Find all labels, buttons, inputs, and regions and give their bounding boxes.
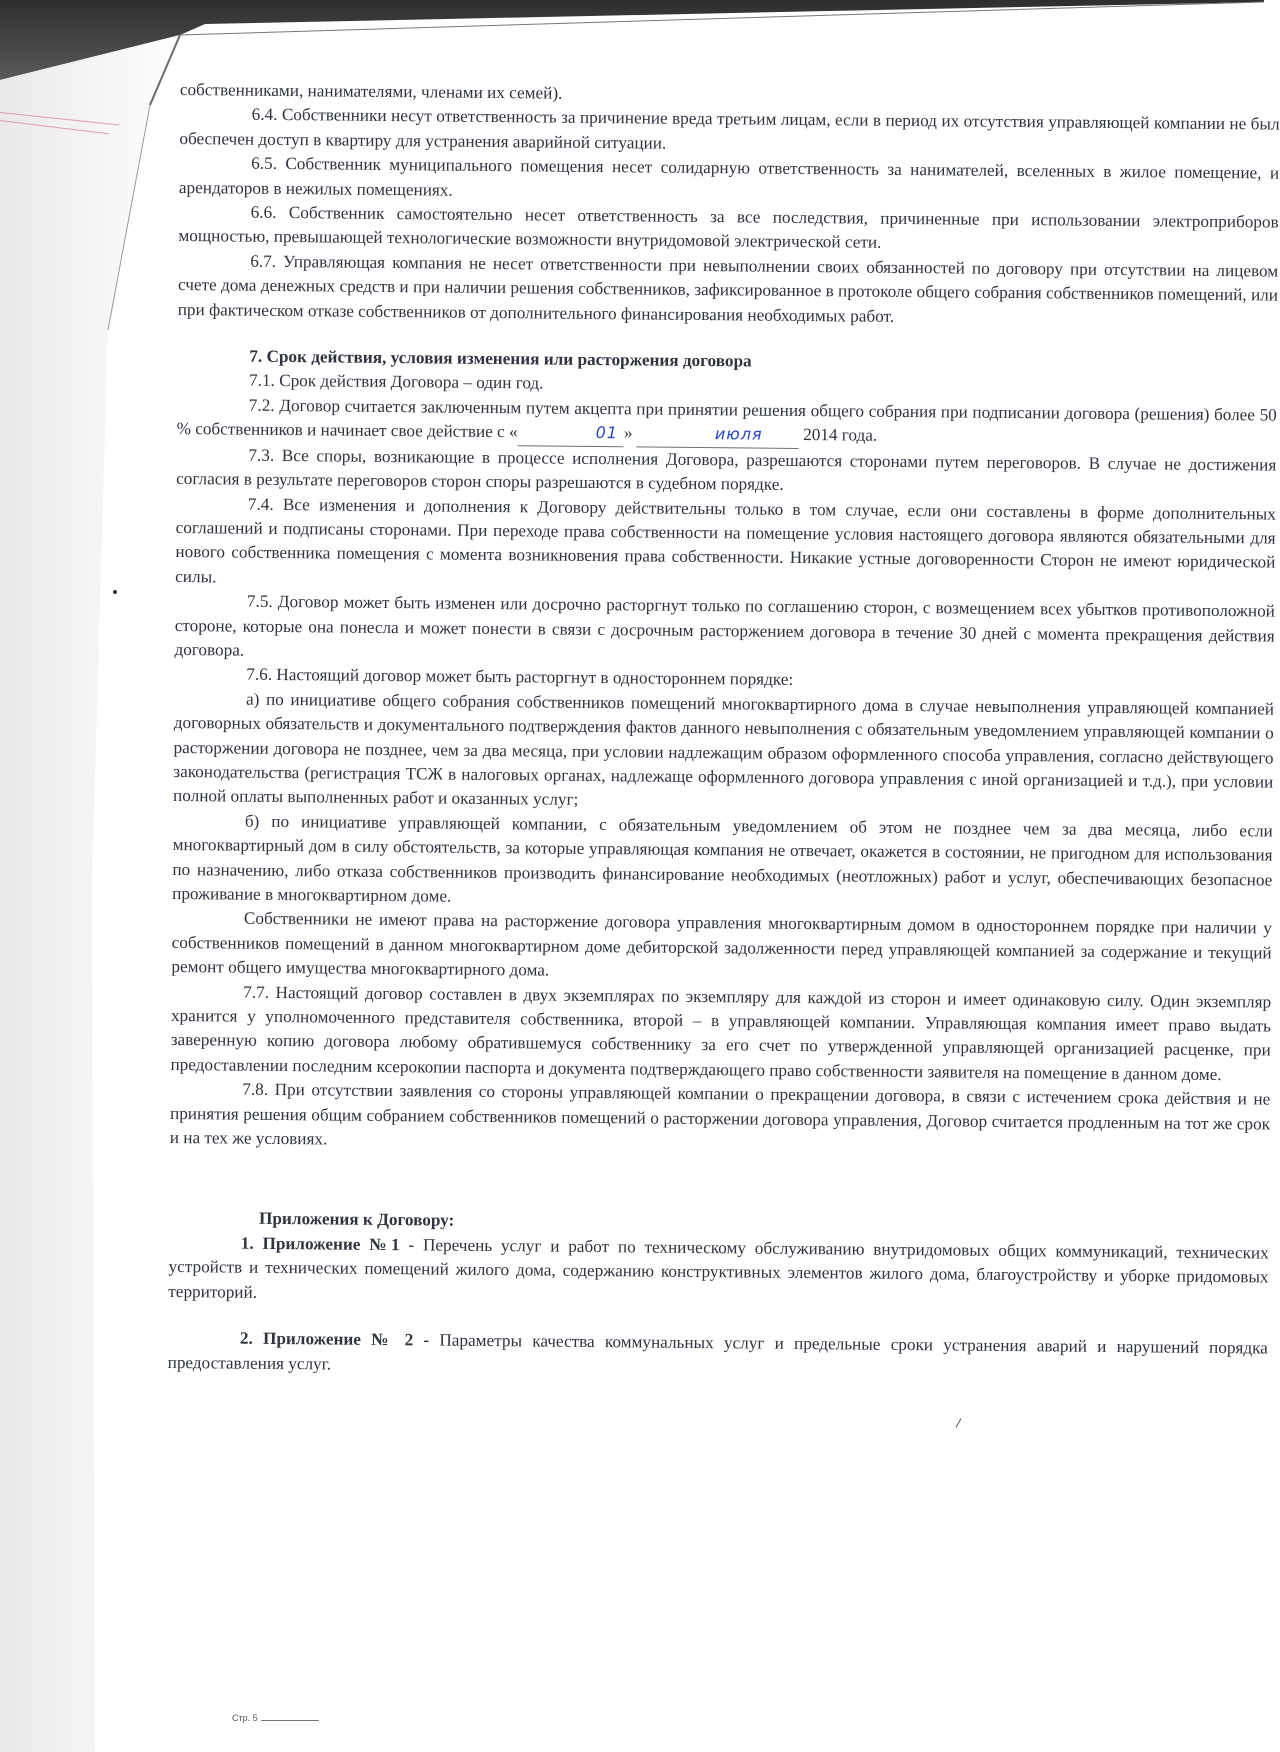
page-number-footer	[232, 1713, 319, 1723]
annex-title: Приложения к Договору:	[258, 1209, 455, 1231]
paragraph-7-6-c: Собственники не имеют права на расторжение договора управления многоквартирным домом в одностороннем порядке при наличии у собственников помещений в данном многоквартирном доме дебиторской задолженности перед управляющей компанией за содержание и текущий ремонт общего имущества многоквартирного дома.	[171, 909, 1272, 980]
paragraph-7-3: 7.3. Все споры, возникающие в процессе исполнения Договора, разрешаются сторонами путем переговоров. В случае не достижения согласия в результате переговоров сторон споры разрешаются в судебном порядке.	[176, 445, 1277, 494]
paragraph-7-2-year: 2014 года.	[803, 425, 878, 445]
quote-close: »	[623, 423, 633, 443]
paragraph-7-1: 7.1. Срок действия Договора – один год.	[249, 371, 544, 393]
paragraph-7-6-b: б) по инициативе управляющей компании, с обязательным уведомлением об этом не позднее чем за два месяца, либо если многоквартирный дом в силу обстоятельств, за которые управляющая компания не отвечает, окажется в состоянии, не пригодном для использования по назначению, либо отказа собственников производить финансирование необходимых (неотложных) работ и услуг, обеспечивающих безопасное проживание в многоквартирном доме.	[172, 811, 1273, 906]
paragraph-6-7: 6.7. Управляющая компания не несет ответственности при невыполнении своих обязанностей по договору при отсутствии на лицевом счете дома денежных средств и при наличии решения собственников, зафиксированное в протоколе общего собрания собственников помещений, или при фактическом отказе собственников от дополнительного финансирования необходимых работ.	[177, 251, 1279, 326]
page-label: Стр. 5	[232, 1713, 258, 1723]
paragraph-7-2-text: 7.2. Договор считается заключенным путем акцепта при принятии решения общего собрания при подписании договора (решения) более 50 % собственников и начинает свое действие с «	[176, 395, 1277, 442]
document-body	[168, 78, 1280, 1385]
annex-1	[168, 1231, 1269, 1315]
paragraph-7-6-a: а) по инициативе общего собрания собственников помещений многоквартирного дома в случае невыполнения управляющей компанией договорных обязательств и документального подтверждения фактов данного невыполнения с обязательным уведомлением управляющей компании о расторжении договора не позднее, чем за два месяца, при условии надлежащим образом оформленного способа управления, согласно действующего законодательства (регистрация ТСЖ в налоговых органах, надлежаще оформленного договора управления с иной организацией и т.д.), при условии полной оплаты выполненных работ и оказанных услуг;	[173, 689, 1275, 810]
paragraph-6-6: 6.6. Собственник самостоятельно несет ответственность за все последствия, причиненные при использовании электроприборов мощностью, превышающей технологические возможности внутридомовой электрической сети.	[178, 202, 1279, 253]
paragraph-7-7: 7.7. Настоящий договор составлен в двух экземплярах по экземпляру для каждой из сторон и имеет одинаковую силу. Один экземпляр хранится у уполномоченного представителя собственника, второй – в управляющей компании. Управляющая компания имеет право выдать заверенную копию договора любому обратившемуся собственнику за его счет по утвержденной управляющей организацией расценке, при предоставлении последним ксерокопии паспорта и документа подтверждающего право собственности заявителя на помещение в данном доме.	[170, 982, 1272, 1084]
scanner-shadow-top	[0, 0, 1264, 80]
handwritten-day: 01	[517, 421, 624, 447]
paragraph-7-6: 7.6. Настоящий договор может быть расторгнут в одностороннем порядке:	[246, 665, 794, 690]
annex-2-label: 2. Приложение № 2 -	[239, 1328, 430, 1350]
paragraph-6-4: 6.4. Собственники несут ответственность за причинение вреда третьим лицам, если в период их отсутствия управляющей компании не был обеспечен доступ в квартиру для устранения аварийной ситуации.	[179, 105, 1280, 153]
annex-1-text: - Перечень услуг и работ по техническому обслуживанию внутридомовых общих коммуникаций, технических устройств и технических помещений жилого дома, содержанию конструктивных элементов жилого дома, благоустройству и уборке придомовых территорий.	[168, 1235, 1269, 1302]
page-underline	[261, 1720, 319, 1721]
paragraph-7-5: 7.5. Договор может быть изменен или досрочно расторгнут только по соглашению сторон, с возмещением всех убытков противоположной стороне, которые она понесла и может понести в связи с досрочным расторжением договора в течение 30 дней с момента прекращения действия договора.	[174, 591, 1276, 660]
document-page	[167, 78, 1280, 1752]
annex-2-text: Параметры качества коммунальных услуг и предельные сроки устранения аварий и нарушений порядка предоставления услуг.	[167, 1330, 1268, 1374]
paragraph-7-4: 7.4. Все изменения и дополнения к Договору действительны только в том случае, если они составлены в форме дополнительных соглашений и подписаны сторонами. При переходе права собственности на помещение условия настоящего договора являются обязательными для нового собственника помещения с момента возникновения права собственности. Никакие устные договоренности Сторон не имеют юридической силы.	[175, 494, 1276, 587]
section-7-title: 7. Срок действия, условия изменения или расторжения договора	[249, 346, 752, 371]
handwritten-month: июля	[637, 422, 799, 449]
paragraph-7-8: 7.8. При отсутствии заявления со стороны управляющей компании о прекращении договора, в связи с истечением срока действия и не принятия решения общим собранием собственников помещений о расторжении договора управления, Договор считается продленным на тот же срок и на тех же условиях.	[169, 1079, 1271, 1149]
annex-1-label: 1. Приложение №1	[240, 1233, 400, 1255]
paragraph-intro: собственниками, нанимателями, членами их семей).	[179, 79, 563, 103]
paragraph-6-5: 6.5. Собственник муниципального помещения несет солидарную ответственность за нанимателей, вселенных в жилое помещение, и арендаторов в нежилых помещениях.	[178, 153, 1280, 200]
page-edge-left	[0, 35, 180, 1752]
speck	[113, 590, 117, 594]
annex-2	[168, 1326, 1268, 1385]
